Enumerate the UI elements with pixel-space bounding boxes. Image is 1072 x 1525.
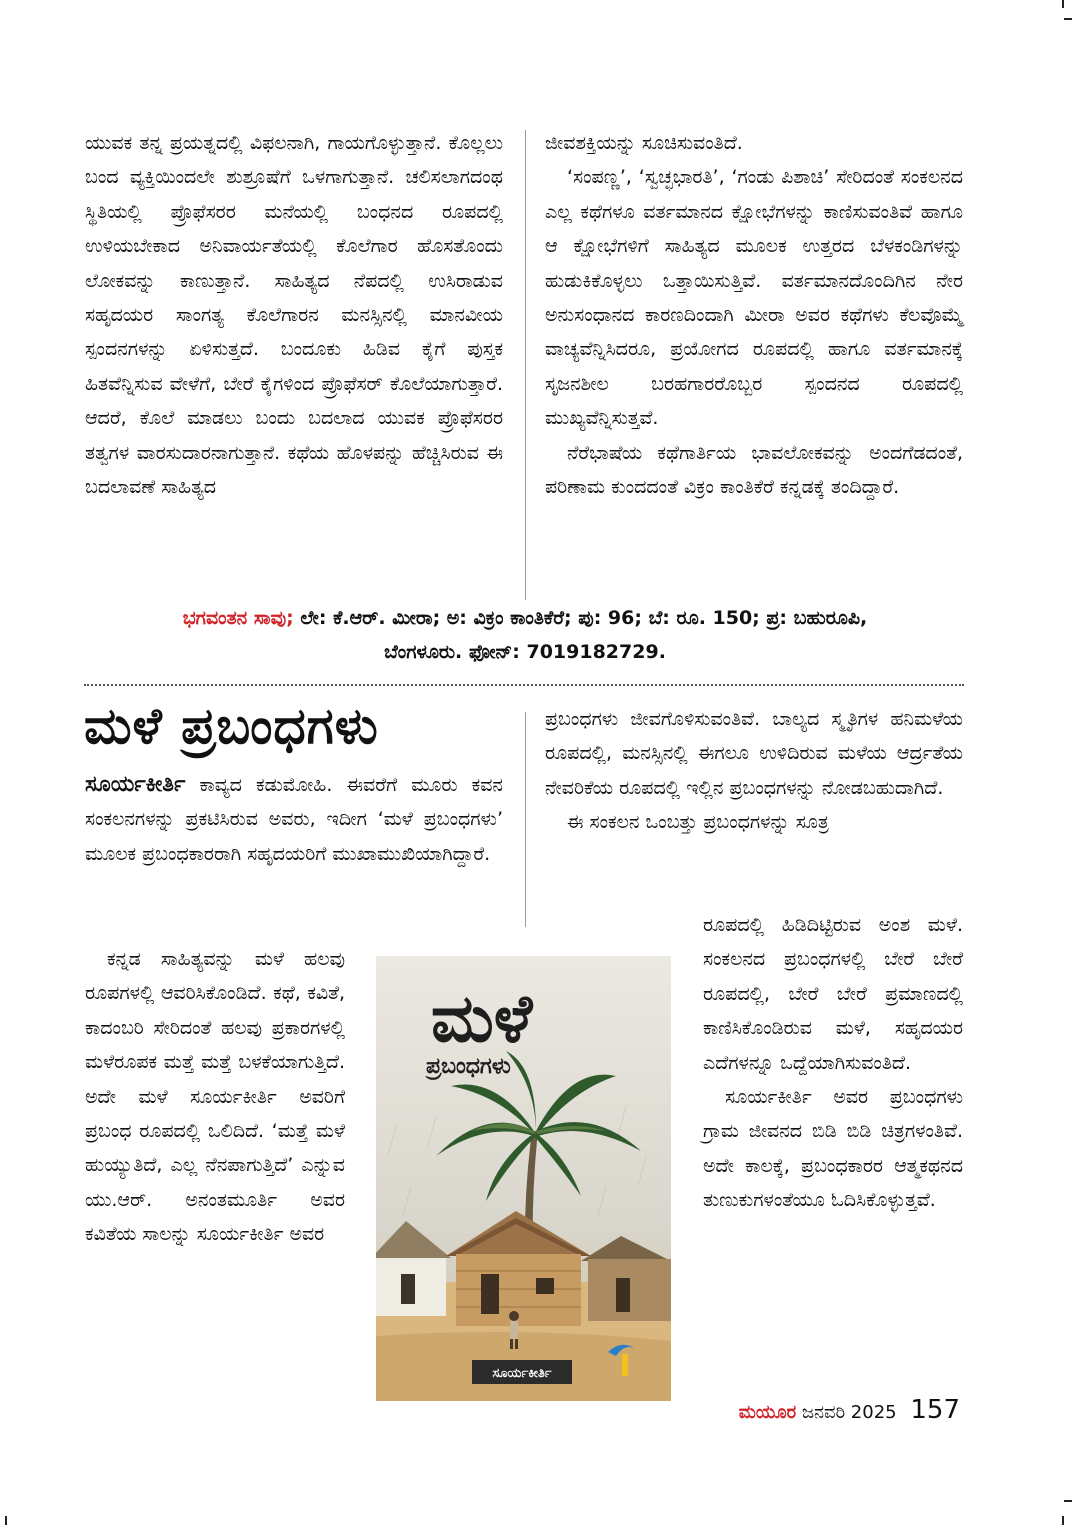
crop-mark <box>1062 0 1064 8</box>
magazine-name: ಮಯೂರ <box>738 1402 797 1423</box>
crop-mark <box>1064 18 1072 20</box>
article-title: ಮಳೆ ಪ್ರಬಂಧಗಳು <box>84 697 379 755</box>
column-divider <box>525 712 526 927</box>
article1-right-column <box>545 126 963 504</box>
page-number: 157 <box>910 1395 960 1425</box>
intro-paragraph: ಸೂರ್ಯಕೀರ್ತಿ ಕಾವ್ಯದ ಕಡುಮೋಹಿ. ಈವರೆಗೆ ಮೂರು ಕವನ ಸಂಕಲನಗಳನ್ನು ಪ್ರಕಟಿಸಿರುವ ಅವರು, ಇದೀಗ ‘ಮಳೆ ಪ್ರಬಂಧಗಳು’ ಮೂಲಕ ಪ್ರಬಂಧಕಾರರಾಗಿ ಸಹೃದಯರಿಗೆ ಮುಖಾಮುಖಿಯಾಗಿದ್ದಾರೆ. <box>85 772 503 865</box>
cover-title-big: ಮಳೆ <box>431 980 533 1057</box>
body-paragraph: ರೂಪದಲ್ಲಿ ಹಿಡಿದಿಟ್ಟಿರುವ ಅಂಶ ಮಳೆ. ಸಂಕಲನದ ಪ್ರಬಂಧಗಳಲ್ಲಿ ಬೇರೆ ಬೇರೆ ರೂಪದಲ್ಲಿ, ಬೇರೆ ಬೇರೆ ಪ್ರಮಾಣದಲ್ಲಿ ಕಾಣಿಸಿಕೊಂಡಿರುವ ಮಳೆ, ಸಹೃದಯರ ಎದೆಗಳನ್ನೂ ಒದ್ದೆಯಾಗಿಸುವಂತಿದೆ. <box>703 914 963 1074</box>
body-paragraph: ಪ್ರಬಂಧಗಳು ಜೀವಗೊಳಿಸುವಂತಿವೆ. ಬಾಲ್ಯದ ಸ್ಮೃತಿಗಳ ಹನಿಮಳೆಯ ರೂಪದಲ್ಲಿ, ಮನಸ್ಸಿನಲ್ಲಿ ಈಗಲೂ ಉಳಿದಿರುವ ಮಳೆಯ ಆರ್ದ್ರತೆಯ ನೇವರಿಕೆಯ ರೂಪದಲ್ಲಿ ಇಲ್ಲಿನ ಪ್ರಬಂಧಗಳನ್ನು ನೋಡಬಹುದಾಗಿದೆ. <box>545 708 963 799</box>
cover-title-small: ಪ್ರಬಂಧಗಳು <box>426 1054 511 1079</box>
crop-mark <box>1062 1516 1064 1525</box>
crop-mark <box>1064 1500 1072 1502</box>
book-credit-line2: ಬೆಂಗಳೂರು. ಫೋನ್: 7019182729. <box>384 641 666 663</box>
cover-author: ಸೂರ್ಯಕೀರ್ತಿ <box>492 1366 552 1381</box>
page-footer <box>739 1392 960 1431</box>
book-cover-image <box>376 956 671 1401</box>
book-details: ಲೇ: ಕೆ.ಆರ್. ಮೀರಾ; ಅ: ವಿಕ್ರಂ ಕಾಂತಿಕೆರೆ; ಪು: 96; ಬೆ: ರೂ. 150; ಪ್ರ: ಬಹುರೂಪಿ, <box>293 607 868 629</box>
column-divider <box>525 130 526 600</box>
article2-right-narrow <box>703 908 963 1218</box>
article2-left-narrow <box>85 942 345 1252</box>
article2-right-top <box>545 702 963 840</box>
book-title: ಭಗವಂತನ ಸಾವು; <box>182 607 294 629</box>
body-paragraph: ಸೂರ್ಯಕೀರ್ತಿ ಅವರ ಪ್ರಬಂಧಗಳು ಗ್ರಾಮ ಜೀವನದ ಬಿಡಿ ಬಿಡಿ ಚಿತ್ರಗಳಂತಿವೆ. ಅದೇ ಕಾಲಕ್ಕೆ, ಪ್ರಬಂಧಕಾರರ ಆತ್ಮಕಥನದ ತುಣುಕುಗಳಂತೆಯೂ ಓದಿಸಿಕೊಳ್ಳುತ್ತವೆ. <box>703 1086 963 1212</box>
body-paragraph: ಈ ಸಂಕಲನ ಒಂಬತ್ತು ಪ್ರಬಂಧಗಳನ್ನು ಸೂತ್ರ <box>567 811 829 834</box>
article2-intro <box>85 768 503 871</box>
author-lead: ಸೂರ್ಯಕೀರ್ತಿ <box>85 772 186 797</box>
body-paragraph: ನೆರೆಭಾಷೆಯ ಕಥೆಗಾರ್ತಿಯ ಭಾವಲೋಕವನ್ನು ಅಂದಗೆಡದಂತೆ, ಪರಿಣಾಮ ಕುಂದದಂತೆ ವಿಕ್ರಂ ಕಾಂತಿಕೆರೆ ಕನ್ನಡಕ್ಕೆ ತಂದಿದ್ದಾರೆ. <box>545 441 963 499</box>
book-credit <box>85 601 965 635</box>
body-paragraph: ಯುವಕ ತನ್ನ ಪ್ರಯತ್ನದಲ್ಲಿ ವಿಫಲನಾಗಿ, ಗಾಯಗೊಳ್ಳುತ್ತಾನೆ. ಕೊಲ್ಲಲು ಬಂದ ವ್ಯಕ್ತಿಯಿಂದಲೇ ಶುಶ್ರೂಷೆಗೆ ಒಳಗಾಗುತ್ತಾನೆ. ಚಲಿಸಲಾಗದಂಥ ಸ್ಥಿತಿಯಲ್ಲಿ ಪ್ರೊಫೆಸರರ ಮನೆಯಲ್ಲಿ ಬಂಧನದ ರೂಪದಲ್ಲಿ ಉಳಿಯಬೇಕಾದ ಅನಿವಾರ್ಯತೆಯಲ್ಲಿ ಕೊಲೆಗಾರ ಹೊಸತೊಂದು ಲೋಕವನ್ನು ಕಾಣುತ್ತಾನೆ. ಸಾಹಿತ್ಯದ ನೆಪದಲ್ಲಿ ಉಸಿರಾಡುವ ಸಹೃದಯರ ಸಾಂಗತ್ಯ ಕೊಲೆಗಾರನ ಮನಸ್ಸಿನಲ್ಲಿ ಮಾನವೀಯ ಸ್ಪಂದನಗಳನ್ನು ಏಳಿಸುತ್ತದೆ. ಬಂದೂಕು ಹಿಡಿವ ಕೈಗೆ ಪುಸ್ತಕ ಹಿತವೆನ್ನಿಸುವ ವೇಳೆಗೆ, ಬೇರೆ ಕೈಗಳಿಂದ ಪ್ರೊಫೆಸರ್ ಕೊಲೆಯಾಗುತ್ತಾರೆ. ಆದರೆ, ಕೊಲೆ ಮಾಡಲು ಬಂದು ಬದಲಾದ ಯುವಕ ಪ್ರೊಫೆಸರರ ತತ್ವಗಳ ವಾರಸುದಾರನಾಗುತ್ತಾನೆ. ಕಥೆಯ ಹೊಳಪನ್ನು ಹೆಚ್ಚಿಸಿರುವ ಈ ಬದಲಾವಣೆ ಸಾಹಿತ್ಯದ <box>85 132 503 499</box>
article1-left-column <box>85 126 503 504</box>
body-paragraph: ‘ಸಂಪಣ್ಣ’, ‘ಸ್ವಚ್ಛಭಾರತಿ’, ‘ಗಂಡು ಪಿಶಾಚಿ’ ಸೇರಿದಂತೆ ಸಂಕಲನದ ಎಲ್ಲ ಕಥೆಗಳೂ ವರ್ತಮಾನದ ಕ್ಷೋಭೆಗಳನ್ನು ಕಾಣಿಸುವಂತಿವೆ ಹಾಗೂ ಆ ಕ್ಷೋಭೆಗಳಿಗೆ ಸಾಹಿತ್ಯದ ಮೂಲಕ ಉತ್ತರದ ಬೆಳಕಂಡಿಗಳನ್ನು ಹುಡುಕಿಕೊಳ್ಳಲು ಒತ್ತಾಯಿಸುತ್ತಿವೆ. ವರ್ತಮಾನದೊಂದಿಗಿನ ನೇರ ಅನುಸಂಧಾನದ ಕಾರಣದಿಂದಾಗಿ ಮೀರಾ ಅವರ ಕಥೆಗಳು ಕೆಲವೊಮ್ಮೆ ವಾಚ್ಯವೆನ್ನಿಸಿದರೂ, ಪ್ರಯೋಗದ ರೂಪದಲ್ಲಿ ಹಾಗೂ ವರ್ತಮಾನಕ್ಕೆ ಸೃಜನಶೀಲ ಬರಹಗಾರರೊಬ್ಬರ ಸ್ಪಂದನದ ರೂಪದಲ್ಲಿ ಮುಖ್ಯವೆನ್ನಿಸುತ್ತವೆ. <box>545 166 963 430</box>
issue-date: ಜನವರಿ 2025 <box>801 1402 897 1423</box>
book-cover-illustration <box>376 956 671 1401</box>
body-paragraph: ಜೀವಶಕ್ತಿಯನ್ನು ಸೂಚಿಸುವಂತಿದೆ. <box>545 132 743 154</box>
body-paragraph: ಕನ್ನಡ ಸಾಹಿತ್ಯವನ್ನು ಮಳೆ ಹಲವು ರೂಪಗಳಲ್ಲಿ ಆವರಿಸಿಕೊಂಡಿದೆ. ಕಥೆ, ಕವಿತೆ, ಕಾದಂಬರಿ ಸೇರಿದಂತೆ ಹಲವು ಪ್ರಕಾರಗಳಲ್ಲಿ ಮಳೆರೂಪಕ ಮತ್ತೆ ಮತ್ತೆ ಬಳಕೆಯಾಗುತ್ತಿದೆ. ಅದೇ ಮಳೆ ಸೂರ್ಯಕೀರ್ತಿ ಅವರಿಗೆ ಪ್ರಬಂಧ ರೂಪದಲ್ಲಿ ಒಲಿದಿದೆ. ‘ಮತ್ತೆ ಮಳೆ ಹುಯ್ಯುತಿದೆ, ಎಲ್ಲ ನೆನಪಾಗುತ್ತಿದೆ’ ಎನ್ನುವ ಯು.ಆರ್. ಅನಂತಮೂರ್ತಿ ಅವರ ಕವಿತೆಯ ಸಾಲನ್ನು ಸೂರ್ಯಕೀರ್ತಿ ಅವರ <box>85 948 345 1246</box>
crop-mark <box>5 1516 7 1525</box>
